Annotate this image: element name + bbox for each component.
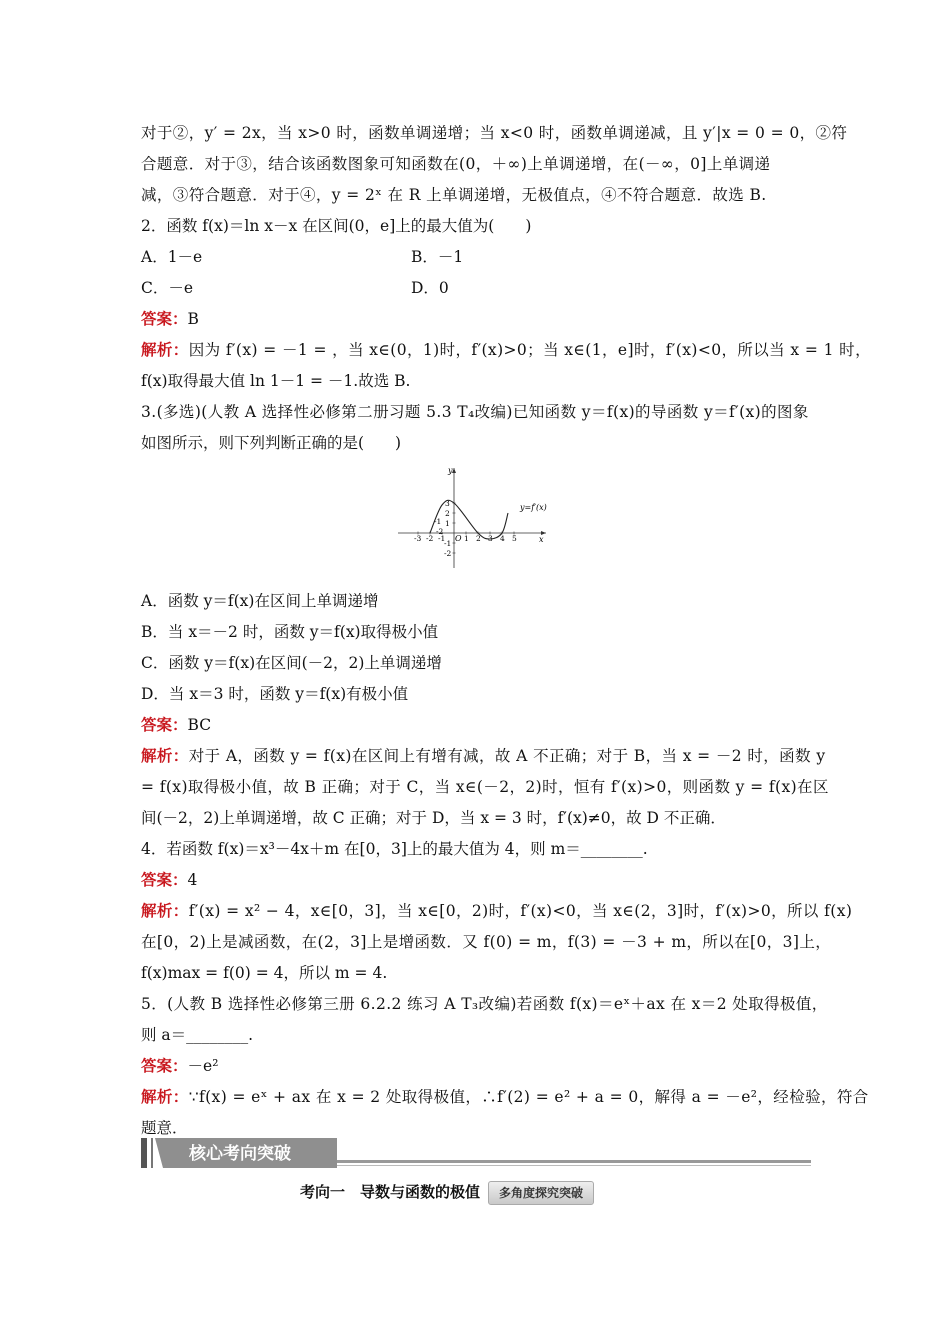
solution-text-line: 对于②，y′ = 2x，当 x>0 时，函数单调递增；当 x<0 时，函数单调递减，且 y′|x = 0 = 0，②符 (141, 124, 848, 142)
x-tick-label: -3 (414, 534, 422, 543)
question-3-stem-cont: 如图所示，则下列判断正确的是( ) (141, 434, 402, 452)
solution-text-line: 减，③符合题意．对于④，y = 2ˣ 在 R 上单调递增，无极值点，④不符合题意．故选 B. (141, 186, 767, 204)
question-2-stem: 2．函数 f(x)＝ln x－x 在区间(0，e]上的最大值为( ) (141, 217, 532, 235)
x-tick-label: -1 (438, 534, 446, 543)
banner-left-bar (141, 1138, 147, 1168)
q3-option-c: C．函数 y＝f(x)在区间(－2，2)上单调递增 (141, 654, 442, 672)
y-tick-label: -2 (444, 549, 452, 558)
extra-label: -2 (436, 527, 444, 536)
q3-explanation (141, 741, 826, 771)
explanation-label: 解析： (141, 1087, 189, 1106)
answer-label: 答案： (141, 715, 188, 734)
q2-option-b: B．－1 (411, 248, 464, 266)
answer-value: B (187, 310, 199, 328)
subsection-tag: 多角度探究突破 (488, 1181, 594, 1205)
explanation-label: 解析： (141, 746, 189, 765)
origin-label: O (455, 534, 462, 543)
x-axis-label: x (539, 535, 544, 544)
q2-explanation-cont: f(x)取得最大值 ln 1－1 = －1.故选 B. (141, 372, 411, 390)
explanation-text: 对于 A，函数 y = f(x)在区间上有增有减，故 A 不正确；对于 B，当 x = －2 时，函数 y (188, 747, 826, 765)
q5-explanation (141, 1082, 869, 1112)
q2-explanation (141, 335, 871, 365)
y-tick-label: 3 (445, 499, 450, 508)
q3-explanation-cont: = f(x)取得极小值，故 B 正确；对于 C，当 x∈(－2，2)时，恒有 f′(x)>0，则函数 y = f(x)在区 (141, 778, 829, 796)
explanation-label: 解析： (141, 901, 189, 920)
answer-label: 答案： (141, 870, 188, 889)
x-tick-label: 5 (512, 534, 517, 543)
answer-label: 答案： (141, 309, 188, 328)
question-4-stem: 4．若函数 f(x)＝x³－4x＋m 在[0，3]上的最大值为 4，则 m＝________. (141, 840, 648, 858)
x-tick-label: -2 (426, 534, 434, 543)
extra-label: -1 (434, 517, 442, 526)
question-3-stem: 3.(多选)(人教 A 选择性必修第二册习题 5.3 T₄改编)已知函数 y＝f(x)的导函数 y＝f′(x)的图象 (141, 403, 809, 421)
q2-option-c: C．－e (141, 279, 194, 297)
answer-label: 答案： (141, 1056, 188, 1075)
banner-title: 核心考向突破 (189, 1144, 291, 1164)
q4-explanation (141, 896, 853, 926)
q3-option-d: D．当 x＝3 时，函数 y＝f(x)有极小值 (141, 685, 409, 703)
solution-text-line: 合题意．对于③，结合该函数图象可知函数在(0，＋∞)上单调递增，在(－∞，0]上单调递 (141, 155, 771, 173)
x-tick-label: 3 (488, 534, 493, 543)
answer-value: BC (187, 716, 212, 734)
y-axis-arrow (452, 468, 456, 473)
section-banner (141, 1136, 811, 1170)
banner-left-bar-thin (151, 1138, 153, 1168)
q5-explanation-cont: 题意． (141, 1119, 188, 1137)
x-tick-label: 1 (464, 534, 469, 543)
y-axis-label: y (448, 466, 453, 475)
explanation-text: 因为 f′(x) = －1 = ，当 x∈(0，1)时，f′(x)>0；当 x∈(1，e]时，f′(x)<0，所以当 x = 1 时， (188, 341, 871, 359)
banner-rule (337, 1160, 811, 1163)
answer-value: －e² (187, 1057, 219, 1075)
banner-rule-thin (337, 1165, 811, 1166)
derivative-graph (396, 464, 556, 572)
y-tick-label: -1 (444, 539, 452, 548)
y-tick-label: 2 (445, 509, 450, 518)
q2-option-d: D．0 (411, 279, 449, 297)
explanation-text: f′(x) = x² − 4，x∈[0，3]，当 x∈[0，2)时，f′(x)<0，当 x∈(2，3]时，f′(x)>0，所以 f(x) (188, 902, 853, 920)
x-tick-label: 2 (476, 534, 481, 543)
q5-answer (141, 1051, 811, 1081)
question-5-stem-cont: 则 a＝________. (141, 1026, 254, 1044)
q4-explanation-cont: 在[0，2)上是减函数，在(2，3]上是增函数．又 f(0) = m，f(3) = －3 + m，所以在[0，3]上， (141, 933, 832, 951)
y-tick-label: 1 (445, 519, 450, 528)
q3-answer (141, 710, 811, 740)
subsection-title: 考向一 导数与函数的极值 (300, 1183, 481, 1201)
question-5-stem: 5．(人教 B 选择性必修第三册 6.2.2 练习 A T₃改编)若函数 f(x)＝eˣ＋ax 在 x＝2 处取得极值， (141, 995, 828, 1013)
q3-option-a: A．函数 y＝f(x)在区间上单调递增 (141, 592, 379, 610)
curve-label: y=f′(x) (520, 503, 547, 512)
explanation-label: 解析： (141, 340, 189, 359)
subsection-heading (300, 1178, 594, 1206)
answer-value: 4 (187, 871, 198, 889)
q3-option-b: B．当 x＝－2 时，函数 y＝f(x)取得极小值 (141, 623, 439, 641)
q4-answer (141, 865, 811, 895)
q4-explanation-cont: f(x)max = f(0) = 4，所以 m = 4. (141, 964, 388, 982)
x-tick-label: 4 (500, 534, 505, 543)
q3-explanation-cont: 间(－2，2)上单调递增，故 C 正确；对于 D，当 x = 3 时，f′(x)≠0，故 D 不正确． (141, 809, 726, 827)
explanation-text: ∵f(x) = eˣ + ax 在 x = 2 处取得极值，∴f′(2) = e² + a = 0，解得 a = －e²，经检验，符合 (188, 1088, 869, 1106)
q2-answer (141, 304, 811, 334)
q2-option-a: A．1－e (141, 248, 203, 266)
